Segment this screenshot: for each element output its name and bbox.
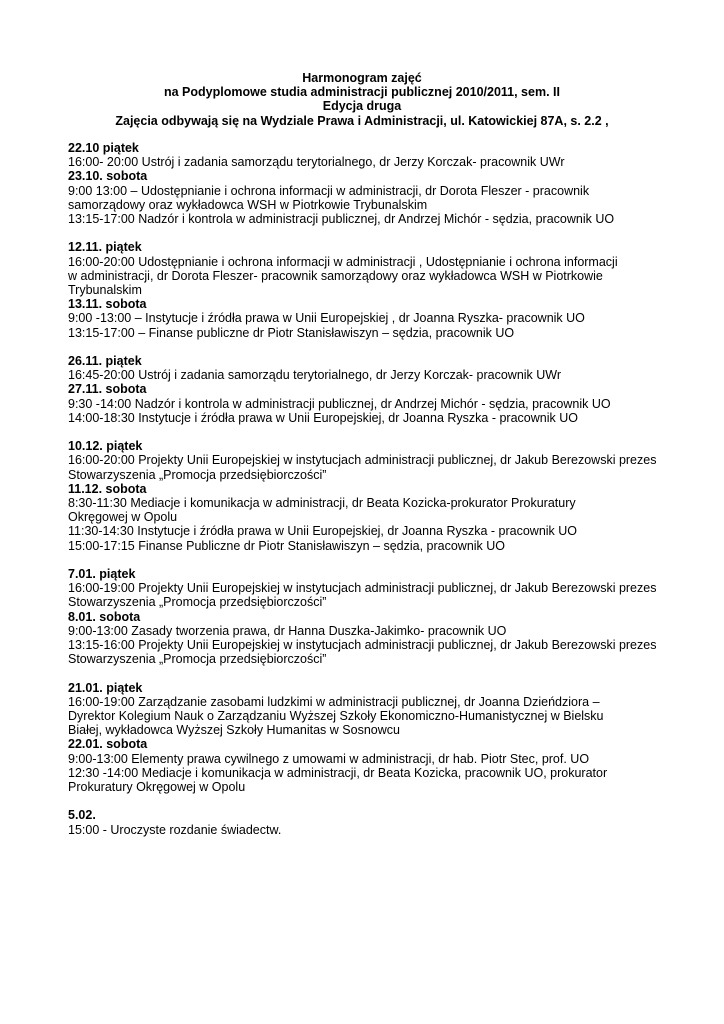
day-heading: 22.10 piątek	[68, 141, 139, 155]
schedule-line: 12:30 -14:00 Mediacje i komunikacja w administracji, dr Beata Kozicka, pracownik UO, prokurator	[68, 765, 608, 780]
day-heading: 10.12. piątek	[68, 439, 143, 454]
document-header	[0, 71, 724, 128]
schedule-line: samorządowy oraz wykładowca WSH w Piotrkowie Trybunalskim	[68, 197, 428, 212]
schedule-group	[68, 240, 668, 339]
day-heading: 22.01. sobota	[68, 737, 148, 752]
schedule-line: 9:00-13:00 Elementy prawa cywilnego z umowami w administracji, dr hab. Piotr Stec, prof. UO	[68, 751, 590, 766]
day-heading: 26.11. piątek	[68, 354, 142, 369]
document-title: Harmonogram zajęć	[302, 71, 422, 85]
document-subtitle: na Podyplomowe studia administracji publicznej 2010/2011, sem. II	[164, 85, 560, 100]
day-heading: 11.12. sobota	[68, 481, 147, 496]
schedule-line: 9:00 -13:00 – Instytucje i źródła prawa w Unii Europejskiej , dr Joanna Ryszka- pracownik UO	[68, 311, 585, 326]
schedule-line: 13:15-17:00 – Finanse publiczne dr Piotr Stanisławiszyn – sędzia, pracownik UO	[68, 325, 515, 340]
schedule-line: 13:15-17:00 Nadzór i kontrola w administracji publicznej, dr Andrzej Michór - sędzia, pracownik UO	[68, 212, 615, 227]
schedule-line: 16:00-20:00 Udostępnianie i ochrona informacji w administracji , Udostępnianie i ochrona informacji	[68, 254, 618, 269]
schedule-line: 9:00-13:00 Zasady tworzenia prawa, dr Hanna Duszka-Jakimko- pracownik UO	[68, 623, 507, 638]
schedule-line: 16:00-19:00 Projekty Unii Europejskiej w instytucjach administracji publicznej, dr Jakub Berezowski prezes	[68, 581, 657, 596]
schedule-content	[68, 141, 668, 851]
schedule-line: Stowarzyszenia „Promocja przedsiębiorczości”	[68, 467, 327, 482]
schedule-line: Stowarzyszenia „Promocja przedsiębiorczości”	[68, 652, 327, 667]
schedule-group	[68, 681, 668, 795]
schedule-line: Stowarzyszenia „Promocja przedsiębiorczości”	[68, 595, 327, 610]
schedule-line: w administracji, dr Dorota Fleszer- pracownik samorządowy oraz wykładowca WSH w Piotrkowie	[68, 268, 603, 283]
schedule-line: 16:00- 20:00 Ustrój i zadania samorządu terytorialnego, dr Jerzy Korczak- pracownik UWr	[68, 155, 565, 170]
schedule-line: 11:30-14:30 Instytucje i źródła prawa w Unii Europejskiej, dr Joanna Ryszka - pracownik UO	[68, 524, 578, 539]
day-heading: 21.01. piątek	[68, 680, 143, 695]
day-heading: 13.11. sobota	[68, 297, 147, 312]
schedule-group	[68, 567, 668, 666]
day-heading: 27.11. sobota	[68, 382, 147, 397]
schedule-line: Prokuratury Okręgowej w Opolu	[68, 780, 246, 795]
schedule-line: 8:30-11:30 Mediacje i komunikacja w administracji, dr Beata Kozicka-prokurator Prokuratury	[68, 496, 576, 511]
schedule-line: 13:15-16:00 Projekty Unii Europejskiej w instytucjach administracji publicznej, dr Jakub Berezowski prezes	[68, 638, 657, 653]
edition-label: Edycja druga	[322, 99, 402, 114]
schedule-line: 16:00-19:00 Zarządzanie zasobami ludzkimi w administracji publicznej, dr Joanna Dzieńdziora –	[68, 694, 600, 709]
schedule-line: Okręgowej w Opolu	[68, 510, 178, 525]
day-heading: 23.10. sobota	[68, 169, 148, 184]
schedule-group	[68, 141, 668, 226]
day-heading: 8.01. sobota	[68, 609, 141, 624]
schedule-line: 14:00-18:30 Instytucje i źródła prawa w Unii Europejskiej, dr Joanna Ryszka - pracownik UO	[68, 410, 578, 425]
schedule-line: 9:30 -14:00 Nadzór i kontrola w administracji publicznej, dr Andrzej Michór - sędzia, pracownik UO	[68, 396, 611, 411]
schedule-line: 16:00-20:00 Projekty Unii Europejskiej w instytucjach administracji publicznej, dr Jakub Berezowski prezes	[68, 453, 657, 468]
schedule-line: Trybunalskim	[68, 283, 142, 298]
schedule-line: Dyrektor Kolegium Nauk o Zarządzaniu Wyższej Szkoły Ekonomiczno-Humanistycznej w Bielsku	[68, 709, 604, 724]
schedule-group	[68, 439, 668, 553]
schedule-line: 15:00-17:15 Finanse Publiczne dr Piotr Stanisławiszyn – sędzia, pracownik UO	[68, 538, 506, 553]
schedule-line: 15:00 - Uroczyste rozdanie świadectw.	[68, 822, 282, 837]
schedule-group	[68, 808, 668, 836]
schedule-line: 16:45-20:00 Ustrój i zadania samorządu terytorialnego, dr Jerzy Korczak- pracownik UWr	[68, 368, 562, 383]
day-heading: 7.01. piątek	[68, 567, 136, 582]
day-heading: 5.02.	[68, 808, 96, 823]
location-info: Zajęcia odbywają się na Wydziale Prawa i Administracji, ul. Katowickiej 87A, s. 2.2 ,	[115, 113, 609, 128]
schedule-line: Białej, wykładowca Wyższej Szkoły Humanitas w Sosnowcu	[68, 723, 400, 738]
schedule-group	[68, 354, 668, 425]
day-heading: 12.11. piątek	[68, 240, 142, 255]
schedule-line: 9:00 13:00 – Udostępnianie i ochrona informacji w administracji, dr Dorota Fleszer - pracownik	[68, 183, 590, 198]
